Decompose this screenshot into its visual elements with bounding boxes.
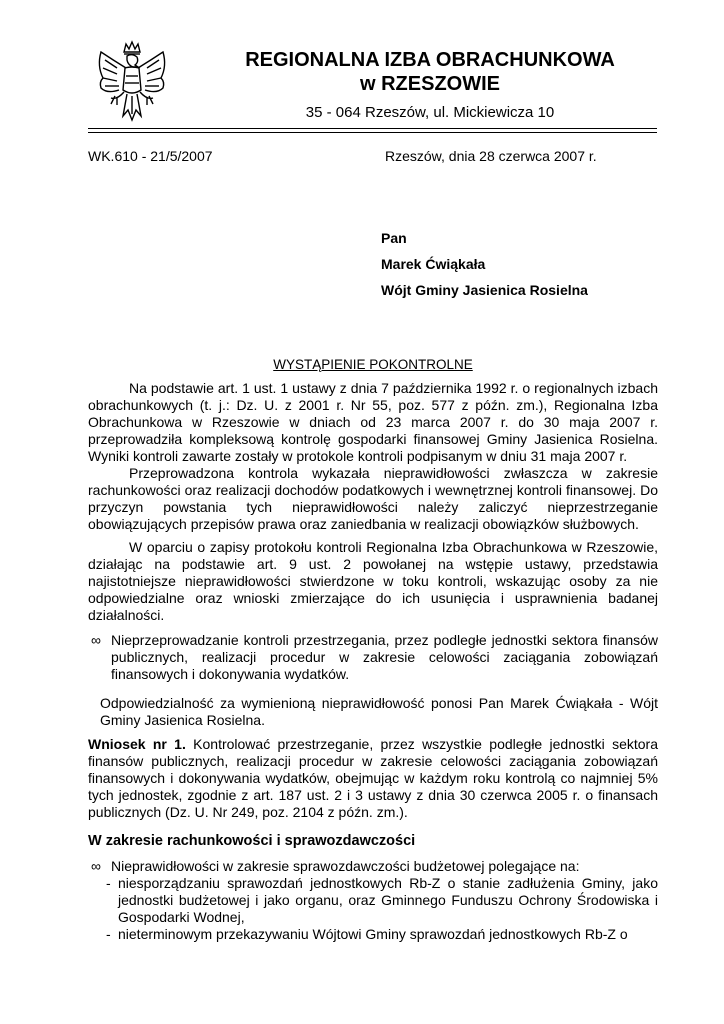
finding-item: [88, 632, 658, 683]
recommendation-label: Wniosek nr 1.: [88, 736, 186, 752]
dash-bullet: -: [106, 875, 111, 891]
paragraph-findings: Przeprowadzona kontrola wykazała nieprawidłowości zwłaszcza w zakresie rachunkowości oraz realizacji dochodów podatkowych i wewnętrznej kontroli finansowej. Do przyczyn powstania tych nieprawidłowości należy zaliczyć nieprzestrzeganie obowiązujących przepisów prawa oraz zaniedbania w realizacji obowiązków służbowych.: [88, 465, 658, 532]
institution-address: 35 - 064 Rzeszów, ul. Mickiewicza 10: [305, 104, 555, 121]
header-divider-top: [88, 128, 657, 129]
recommendation-text: Kontrolować przestrzeganie, przez wszystkie podległe jednostki sektora finansów publicznych, realizacji procedur w zakresie celowości zaciągania zobowiązań finansowych i dokonywania wydatków, obejmując w każdym roku kontrolą co najmniej 5% tych jednostek, zgodnie z art. 187 ust. 2 i 3 ustawy z dnia 30 czerwca 2005 r. o finansach publicznych (Dz. U. Nr 249, poz. 2104 z późn. zm.).: [88, 736, 658, 820]
infinity-bullet-icon: ∞: [91, 858, 101, 874]
document-date: Rzeszów, dnia 28 czerwca 2007 r.: [385, 148, 597, 164]
section-heading: W zakresie rachunkowości i sprawozdawczości: [88, 833, 416, 849]
recommendation-1: [88, 736, 658, 821]
dash-bullet: -: [106, 926, 111, 942]
sub-item: [88, 875, 658, 926]
responsibility-note: Odpowiedzialność za wymienioną nieprawidłowość ponosi Pan Marek Ćwiąkała - Wójt Gminy Jasienica Rosielna.: [100, 695, 658, 728]
header-divider-bottom: [88, 132, 657, 133]
recipient-name: Marek Ćwiąkała: [381, 256, 486, 272]
crown-icon: [124, 42, 140, 54]
recipient-position: Wójt Gminy Jasienica Rosielna: [381, 282, 588, 298]
sub-item: [88, 926, 658, 943]
section-finding-item: [88, 858, 658, 875]
sub-item-text: niesporządzaniu sprawozdań jednostkowych Rb-Z o stanie zadłużenia Gminy, jako jednostki budżetowej i jako organu, oraz Gminnego Funduszu Ochrony Środowiska i Gospodarki Wodnej,: [118, 875, 658, 925]
paragraph-basis: W oparciu o zapisy protokołu kontroli Regionalna Izba Obrachunkowa w Rzeszowie, działając na podstawie art. 9 ust. 2 powołanej na wstępie ustawy, przedstawia najistotniejsze nieprawidłowości stwierdzone w toku kontroli, wskazując osoby za nie odpowiedzialne oraz wnioski zmierzające do ich usunięcia i usprawnienia badanej działalności.: [88, 539, 658, 623]
sub-item-text: nieterminowym przekazywaniu Wójtowi Gminy sprawozdań jednostkowych Rb-Z o: [118, 926, 628, 942]
polish-eagle-emblem: [93, 38, 171, 124]
document-title: WYSTĄPIENIE POKONTROLNE: [273, 357, 473, 372]
document-body: [88, 380, 658, 943]
infinity-bullet-icon: ∞: [91, 632, 101, 648]
institution-name: REGIONALNA IZBA OBRACHUNKOWA: [245, 49, 615, 71]
reference-number: WK.610 - 21/5/2007: [88, 148, 213, 164]
recipient-salutation: Pan: [381, 230, 407, 246]
finding-text: Nieprzeprowadzanie kontroli przestrzegania, przez podległe jednostki sektora finansów publicznych, realizacji procedur w zakresie celowości zaciągania zobowiązań finansowych i dokonywania wydatków.: [111, 632, 658, 682]
section-finding-text: Nieprawidłowości w zakresie sprawozdawczości budżetowej polegające na:: [111, 858, 580, 874]
institution-city: w RZESZOWIE: [360, 73, 500, 95]
paragraph-intro: Na podstawie art. 1 ust. 1 ustawy z dnia 7 października 1992 r. o regionalnych izbach obrachunkowych (t. j.: Dz. U. z 2001 r. Nr 55, poz. 577 z późn. zm.), Regionalna Izba Obrachunkowa w Rzeszowie w dniach od 23 marca 2007 r. do 30 maja 2007 r. przeprowadziła kompleksową kontrolę gospodarki finansowej Gminy Jasienica Rosielna. Wyniki kontroli zawarte zostały w protokole kontroli podpisanym w dniu 31 maja 2007 r.: [88, 380, 658, 464]
